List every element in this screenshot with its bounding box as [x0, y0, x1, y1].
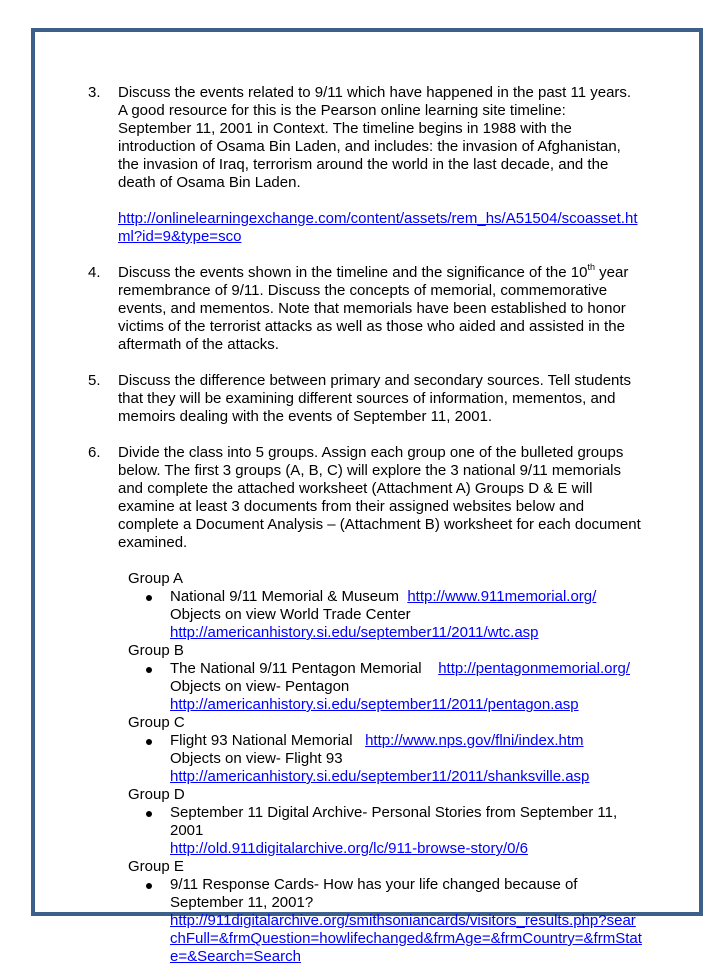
item-number: 5.	[88, 372, 101, 389]
bullet-icon	[146, 667, 152, 673]
memorial-title: National 9/11 Memorial & Museum	[170, 588, 399, 605]
archive-link[interactable]: http://old.911digitalarchive.org/lc/911-browse-story/0/6	[170, 840, 528, 857]
archive-title: September 11 Digital Archive- Personal Stories from September 11, 2001	[170, 804, 618, 839]
group-label: Group C	[128, 714, 185, 731]
objects-label: Objects on view World Trade Center	[170, 606, 411, 623]
group-b-bullet	[136, 660, 643, 714]
group-label: Group D	[128, 786, 185, 803]
item-text: Discuss the events related to 9/11 which have happened in the past 11 years. A good resource for this is the Pearson online learning site timeline: September 11, 2001 in Context. The timeline begins in 1988 with the introduction of Osama Bin Laden, and includes: the invasion of Afghanistan, the invasion of Iraq, terrorism around the world in the last decade, and the death of Osama Bin Laden.	[118, 84, 632, 191]
group-d-bullet	[136, 804, 643, 858]
list-item-5	[88, 372, 643, 426]
memorial-title: The National 9/11 Pentagon Memorial	[170, 660, 422, 677]
bullet-icon	[146, 739, 152, 745]
group-label: Group B	[128, 642, 184, 659]
bullet-icon	[146, 883, 152, 889]
objects-link[interactable]: http://americanhistory.si.edu/september11/2011/wtc.asp	[170, 624, 539, 641]
item-number: 6.	[88, 444, 101, 461]
group-a-bullet	[136, 588, 643, 642]
list-item-6	[88, 444, 643, 552]
item-text: Divide the class into 5 groups. Assign each group one of the bulleted groups below. The first 3 groups (A, B, C) will explore the 3 national 9/11 memorials and complete the attached worksheet (Attachment A) Groups D & E will examine at least 3 documents from their assigned websites below and complete a Document Analysis – (Attachment B) worksheet for each document examined.	[118, 444, 641, 551]
superscript: th	[587, 262, 595, 272]
group-list	[88, 570, 643, 966]
group-c-bullet	[136, 732, 643, 786]
objects-link[interactable]: http://americanhistory.si.edu/september11/2011/pentagon.asp	[170, 696, 579, 713]
response-cards-title: 9/11 Response Cards- How has your life changed because of September 11, 2001?	[170, 876, 578, 911]
memorial-link[interactable]: http://pentagonmemorial.org/	[438, 660, 630, 677]
objects-label: Objects on view- Pentagon	[170, 678, 350, 695]
pearson-timeline-link[interactable]: http://onlinelearningexchange.com/content/assets/rem_hs/A51504/scoasset.html?id=9&type=sco	[118, 210, 638, 245]
document-body	[88, 84, 643, 966]
memorial-link[interactable]: http://www.911memorial.org/	[407, 588, 597, 605]
bullet-icon	[146, 595, 152, 601]
group-label: Group E	[128, 858, 184, 875]
item-number: 3.	[88, 84, 101, 101]
item-text: Discuss the events shown in the timeline and the significance of the 10th year remembrance of 9/11. Discuss the concepts of memorial, commemorative events, and mementos. Note that memorials have been established to honor victims of the terrorist attacks as well as those who aided and assisted in the aftermath of the attacks.	[118, 262, 629, 353]
memorial-link[interactable]: http://www.nps.gov/flni/index.htm	[365, 732, 584, 749]
group-e-bullet	[136, 876, 643, 966]
objects-label: Objects on view- Flight 93	[170, 750, 343, 767]
response-cards-link[interactable]: http://911digitalarchive.org/smithsoniancards/visitors_results.php?searchFull=&frmQuestion=howlifechanged&frmAge=&frmCountry=&frmState=&Search=Search	[170, 912, 642, 965]
objects-link[interactable]: http://americanhistory.si.edu/september11/2011/shanksville.asp	[170, 768, 590, 785]
group-label: Group A	[128, 570, 184, 587]
memorial-title: Flight 93 National Memorial	[170, 732, 353, 749]
item-text: Discuss the difference between primary and secondary sources. Tell students that they will be examining different sources of information, mementos, and memoirs dealing with the events of September 11, 2001.	[118, 372, 632, 425]
bullet-icon	[146, 811, 152, 817]
item-number: 4.	[88, 264, 101, 281]
list-item-3	[88, 84, 643, 246]
list-item-4	[88, 264, 643, 354]
